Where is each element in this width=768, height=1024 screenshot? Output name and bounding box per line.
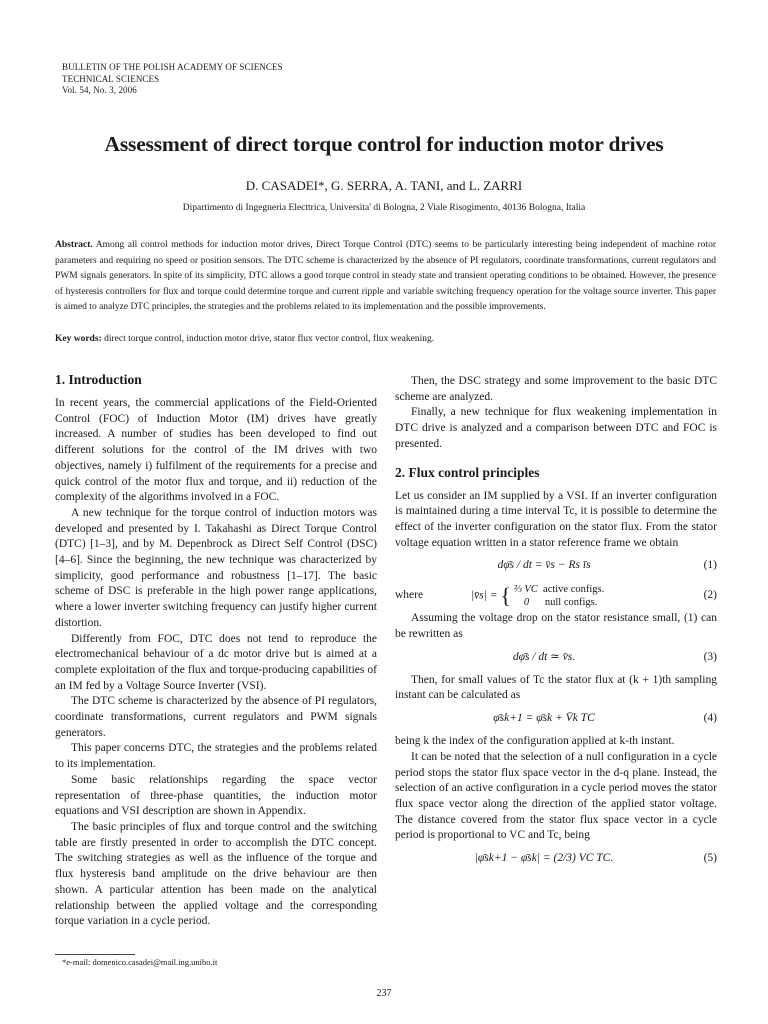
equation-3 [395, 643, 717, 673]
equation-number: (4) [703, 712, 717, 725]
equation-body [455, 583, 693, 609]
equation-number: (3) [703, 650, 717, 663]
equation-body: |φ̄sk+1 − φ̄sk| = (2/3) VC TC. [474, 852, 614, 865]
case-text: active configs. [543, 584, 605, 596]
left-column [55, 372, 377, 930]
authors: D. CASADEI*, G. SERRA, A. TANI, and L. ZARRI [245, 178, 523, 193]
paragraph: This paper concerns DTC, the strategies and the problems related to its implementation. [55, 742, 377, 771]
where-label: where [395, 589, 424, 602]
paragraph: In recent years, the commercial applications of the Field-Oriented Control (FOC) of Induction Motor (IM) drives have greatly increased. A number of studies has been developed to find out different solutions for the control of the IM drives with two objectives, namely i) fulfilment of the requirements for a precise and quick control of the motor flux and torque, and ii) reduction of the complexity of the algorithms involved in a FOC. [55, 397, 377, 504]
footnote-rule [55, 954, 135, 955]
equation-2 [395, 581, 717, 611]
equation-number: (1) [703, 559, 717, 572]
paragraph: A new technique for the torque control of induction motors was developed and presented by I. Takahashi as Direct Torque Control (DTC) [1–3], and by M. Depenbrock as Direct Self Control (DSC) [4–6]. Since the beginning, the new technique was characterized by simplicity, good performance and robustness [1–17]. The basic scheme of DSC is preferable in the high power range applications, where a lower inverter switching frequency can justify higher current distortion. [55, 506, 377, 629]
page-number: 237 [376, 988, 392, 999]
affiliation: Dipartimento di Ingegneria Electtrica, Universita' di Bologna, 2 Viale Risogimento, 40136 Bologna, Italia [182, 203, 586, 213]
keywords-label: Key words: [55, 334, 102, 344]
abstract-text: Among all control methods for induction motor drives, Direct Torque Control (DTC) seems to be particularly interesting being independent of machine rotor parameters and requiring no speed or position sensors. The DTC scheme is characterized by the absence of PI regulators, coordinate transformations, current regulators and PWM signals generators. In spite of its simplicity, DTC allows a good torque control in steady state and transient operating conditions to be obtained. However, the presence of hysteresis controllers for flux and torque could determine torque and current ripple and variable switching frequency operation for the voltage source inverter. This paper is aimed to analyze DTC principles, the strategies and the problems related to its implementation and the possible improvements. [55, 240, 716, 313]
journal-name: BULLETIN OF THE POLISH ACADEMY OF SCIENCES [62, 62, 283, 72]
paragraph: Differently from FOC, DTC does not tend to reproduce the electromechanical behaviour of a dc motor drive but is aimed at a complete exploitation of the flux and torque-producing capabilities of an IM fed by a Voltage Source Inverter (VSI). [55, 632, 377, 692]
equation-body: dφ̄s / dt ≃ v̄s. [512, 650, 576, 663]
keywords [55, 333, 716, 346]
footnote: *e-mail: domenico.casadei@mail.ing.unibo.it [62, 957, 218, 967]
abstract-label: Abstract. [55, 240, 93, 250]
equation-body: φ̄sk+1 = φ̄sk + V̄k TC [493, 712, 595, 725]
cases [514, 583, 604, 609]
paragraph: Then, for small values of Tc the stator flux at (k + 1)th sampling instant can be calculated as [395, 673, 717, 702]
brace: { [500, 583, 511, 609]
paper-title: Assessment of direct torque control for induction motor drives [104, 132, 664, 156]
right-column [395, 374, 717, 874]
paragraph: Then, the DSC strategy and some improvement to the basic DTC scheme are analyzed. [395, 375, 717, 403]
equation-body: dφ̄s / dt = v̄s − Rs īs [497, 559, 591, 572]
paragraph: Assuming the voltage drop on the stator resistance small, (1) can be rewritten as [395, 612, 717, 641]
journal-header [62, 62, 283, 97]
equation-5 [395, 844, 717, 874]
section-heading-flux-control: 2. Flux control principles [395, 464, 540, 480]
equation-lhs: |v̄s| = [471, 589, 498, 602]
paragraph: It can be noted that the selection of a null configuration in a cycle period stops the stator flux space vector in the d-q plane. Instead, the selection of an active configuration in a cycle period moves the stator flux space vector along the direction of the applied stator voltage. The distance covered from the stator flux space vector in a cycle period is proportional to VC and Tc, being [395, 750, 717, 842]
paragraph: Some basic relationships regarding the space vector representation of three-phase quantities, the induction motor equations and VSI description are shown in Appendix. [55, 773, 377, 818]
case-text: null configs. [544, 597, 598, 609]
paragraph: being k the index of the configuration applied at k-th instant. [395, 735, 675, 748]
equation-number: (5) [703, 852, 717, 865]
section-heading-introduction: 1. Introduction [55, 372, 142, 387]
paragraph: The DTC scheme is characterized by the absence of PI regulators, coordinate transformations, current regulators and PWM signals generators. [55, 695, 377, 739]
equation-4 [395, 704, 717, 734]
journal-series: TECHNICAL SCIENCES [62, 73, 160, 84]
equation-1 [395, 551, 717, 581]
abstract [55, 238, 716, 316]
case-value: 0 [523, 597, 530, 609]
keywords-text: direct torque control, induction motor drive, stator flux vector control, flux weakening. [104, 334, 435, 344]
paragraph: The basic principles of flux and torque control and the switching table are firstly presented in order to accomplish the DTC concept. The switching strategies as well as the influence of the torque and flux hysteresis band amplitude on the drive behaviour are then shown. A particular attention has been made on the analytical relationship between the applied voltage and the corresponding torque variation in a cycle period. [55, 820, 377, 928]
case-value: ⅔ VC [513, 584, 538, 596]
paragraph: Let us consider an IM supplied by a VSI. If an inverter configuration is maintained during a time interval Tc, it is possible to determine the effect of the inverter configuration on the stator flux. From the stator voltage equation written in a stator reference frame we obtain [395, 489, 717, 549]
paragraph: Finally, a new technique for flux weakening implementation in DTC drive is analyzed and a comparison between DTC and FOC is presented. [395, 406, 717, 450]
journal-volume: Vol. 54, No. 3, 2006 [62, 85, 137, 95]
equation-number: (2) [703, 589, 717, 602]
